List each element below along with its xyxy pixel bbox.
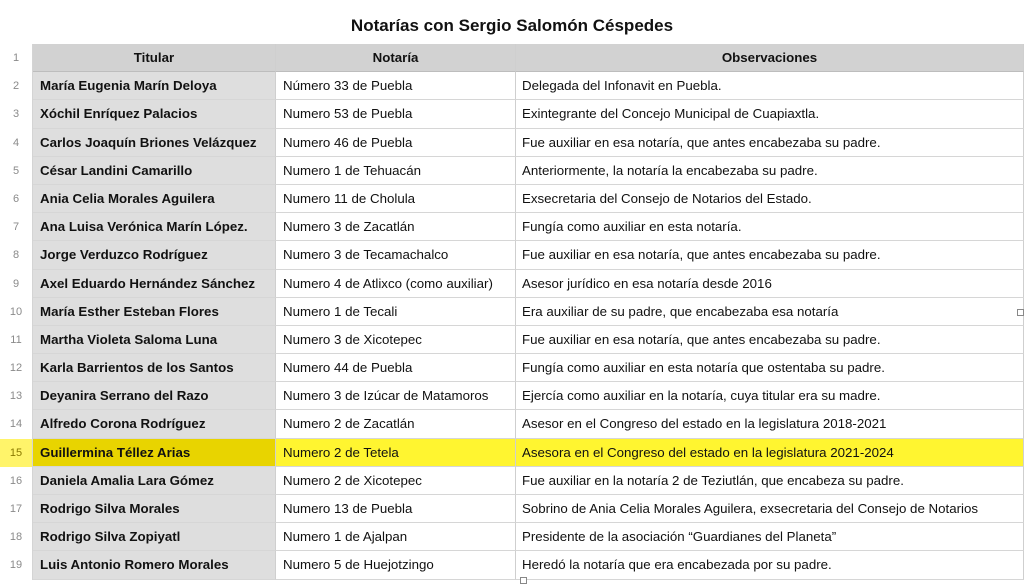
cell-observaciones[interactable]: Exintegrante del Concejo Municipal de Cuapiaxtla. <box>516 100 1024 128</box>
row-number[interactable]: 3 <box>0 100 33 128</box>
cell-titular[interactable]: Martha Violeta Saloma Luna <box>33 326 276 354</box>
resize-handle-bottom[interactable] <box>520 577 527 584</box>
row-number[interactable]: 9 <box>0 270 33 298</box>
cell-titular[interactable]: Deyanira Serrano del Razo <box>33 382 276 410</box>
cell-observaciones[interactable]: Presidente de la asociación “Guardianes del Planeta” <box>516 523 1024 551</box>
row-number[interactable]: 18 <box>0 523 33 551</box>
cell-titular[interactable]: María Esther Esteban Flores <box>33 298 276 326</box>
cell-observaciones[interactable]: Era auxiliar de su padre, que encabezaba esa notaría <box>516 298 1024 326</box>
cell-observaciones[interactable]: Heredó la notaría que era encabezada por su padre. <box>516 551 1024 579</box>
cell-notaria[interactable]: Numero 13 de Puebla <box>276 495 516 523</box>
cell-titular[interactable]: César Landini Camarillo <box>33 157 276 185</box>
cell-observaciones[interactable]: Fungía como auxiliar en esta notaría. <box>516 213 1024 241</box>
row-number[interactable]: 13 <box>0 382 33 410</box>
table-row <box>0 467 1024 495</box>
cell-notaria[interactable]: Numero 3 de Zacatlán <box>276 213 516 241</box>
cell-observaciones[interactable]: Fue auxiliar en esa notaría, que antes encabezaba su padre. <box>516 129 1024 157</box>
cell-notaria[interactable]: Numero 3 de Izúcar de Matamoros <box>276 382 516 410</box>
cell-titular[interactable]: Karla Barrientos de los Santos <box>33 354 276 382</box>
table-row <box>0 298 1024 326</box>
cell-observaciones[interactable]: Fue auxiliar en la notaría 2 de Teziutlán, que encabeza su padre. <box>516 467 1024 495</box>
cell-observaciones[interactable]: Fue auxiliar en esa notaría, que antes encabezaba su padre. <box>516 326 1024 354</box>
sheet-title: Notarías con Sergio Salomón Céspedes <box>350 16 674 35</box>
cell-titular[interactable]: Ana Luisa Verónica Marín López. <box>33 213 276 241</box>
cell-notaria[interactable]: Numero 3 de Xicotepec <box>276 326 516 354</box>
cell-observaciones[interactable]: Asesor jurídico en esa notaría desde 2016 <box>516 270 1024 298</box>
cell-observaciones[interactable]: Fue auxiliar en esa notaría, que antes encabezaba su padre. <box>516 241 1024 269</box>
cell-titular[interactable]: Luis Antonio Romero Morales <box>33 551 276 579</box>
row-number[interactable]: 12 <box>0 354 33 382</box>
row-number[interactable]: 11 <box>0 326 33 354</box>
table-row <box>0 495 1024 523</box>
cell-observaciones[interactable]: Anteriormente, la notaría la encabezaba su padre. <box>516 157 1024 185</box>
spreadsheet-table <box>0 44 1024 580</box>
cell-notaria[interactable]: Numero 2 de Xicotepec <box>276 467 516 495</box>
row-number[interactable]: 10 <box>0 298 33 326</box>
row-number[interactable]: 17 <box>0 495 33 523</box>
cell-observaciones[interactable]: Exsecretaria del Consejo de Notarios del Estado. <box>516 185 1024 213</box>
cell-notaria[interactable]: Numero 46 de Puebla <box>276 129 516 157</box>
cell-observaciones[interactable]: Asesora en el Congreso del estado en la legislatura 2021-2024 <box>516 439 1024 467</box>
row-number[interactable]: 6 <box>0 185 33 213</box>
row-number[interactable]: 15 <box>0 439 33 467</box>
cell-observaciones[interactable]: Ejercía como auxiliar en la notaría, cuya titular era su madre. <box>516 382 1024 410</box>
cell-notaria[interactable]: Numero 11 de Cholula <box>276 185 516 213</box>
cell-observaciones[interactable]: Sobrino de Ania Celia Morales Aguilera, exsecretaria del Consejo de Notarios <box>516 495 1024 523</box>
cell-notaria[interactable]: Numero 4 de Atlixco (como auxiliar) <box>276 270 516 298</box>
cell-titular[interactable]: María Eugenia Marín Deloya <box>33 72 276 100</box>
table-row <box>0 100 1024 128</box>
table-row <box>0 185 1024 213</box>
column-header-observaciones[interactable]: Observaciones <box>516 44 1024 72</box>
cell-notaria[interactable]: Numero 2 de Zacatlán <box>276 410 516 438</box>
cell-titular[interactable]: Carlos Joaquín Briones Velázquez <box>33 129 276 157</box>
cell-observaciones[interactable]: Fungía como auxiliar en esta notaría que ostentaba su padre. <box>516 354 1024 382</box>
row-number[interactable]: 14 <box>0 410 33 438</box>
cell-notaria[interactable]: Numero 5 de Huejotzingo <box>276 551 516 579</box>
column-header-titular[interactable]: Titular <box>33 44 276 72</box>
column-header-notaria[interactable]: Notaría <box>276 44 516 72</box>
row-number[interactable]: 7 <box>0 213 33 241</box>
table-row <box>0 241 1024 269</box>
row-number[interactable]: 2 <box>0 72 33 100</box>
table-row <box>0 270 1024 298</box>
table-body <box>0 72 1024 579</box>
table-row <box>0 551 1024 579</box>
cell-notaria[interactable]: Numero 1 de Ajalpan <box>276 523 516 551</box>
row-number[interactable]: 1 <box>0 44 33 72</box>
row-number[interactable]: 16 <box>0 467 33 495</box>
cell-titular[interactable]: Daniela Amalia Lara Gómez <box>33 467 276 495</box>
table-row <box>0 354 1024 382</box>
header-row <box>0 44 1024 72</box>
table-row <box>0 523 1024 551</box>
cell-titular[interactable]: Jorge Verduzco Rodríguez <box>33 241 276 269</box>
table-row <box>0 157 1024 185</box>
cell-notaria[interactable]: Numero 53 de Puebla <box>276 100 516 128</box>
row-number[interactable]: 5 <box>0 157 33 185</box>
row-number[interactable]: 4 <box>0 129 33 157</box>
table-row <box>0 129 1024 157</box>
cell-notaria[interactable]: Numero 1 de Tehuacán <box>276 157 516 185</box>
table-row <box>0 410 1024 438</box>
cell-observaciones[interactable]: Delegada del Infonavit en Puebla. <box>516 72 1024 100</box>
table-row <box>0 72 1024 100</box>
cell-titular[interactable]: Alfredo Corona Rodríguez <box>33 410 276 438</box>
cell-titular[interactable]: Guillermina Téllez Arias <box>33 439 276 467</box>
row-number[interactable]: 8 <box>0 241 33 269</box>
cell-notaria[interactable]: Numero 3 de Tecamachalco <box>276 241 516 269</box>
cell-notaria[interactable]: Número 33 de Puebla <box>276 72 516 100</box>
table-row <box>0 213 1024 241</box>
table-row <box>0 439 1024 467</box>
cell-titular[interactable]: Axel Eduardo Hernández Sánchez <box>33 270 276 298</box>
cell-titular[interactable]: Rodrigo Silva Zopiyatl <box>33 523 276 551</box>
cell-notaria[interactable]: Numero 2 de Tetela <box>276 439 516 467</box>
resize-handle-right[interactable] <box>1017 309 1024 316</box>
table-row <box>0 382 1024 410</box>
cell-notaria[interactable]: Numero 44 de Puebla <box>276 354 516 382</box>
row-number[interactable]: 19 <box>0 551 33 579</box>
cell-titular[interactable]: Rodrigo Silva Morales <box>33 495 276 523</box>
cell-titular[interactable]: Ania Celia Morales Aguilera <box>33 185 276 213</box>
cell-observaciones[interactable]: Asesor en el Congreso del estado en la legislatura 2018-2021 <box>516 410 1024 438</box>
cell-notaria[interactable]: Numero 1 de Tecali <box>276 298 516 326</box>
table-row <box>0 326 1024 354</box>
cell-titular[interactable]: Xóchil Enríquez Palacios <box>33 100 276 128</box>
